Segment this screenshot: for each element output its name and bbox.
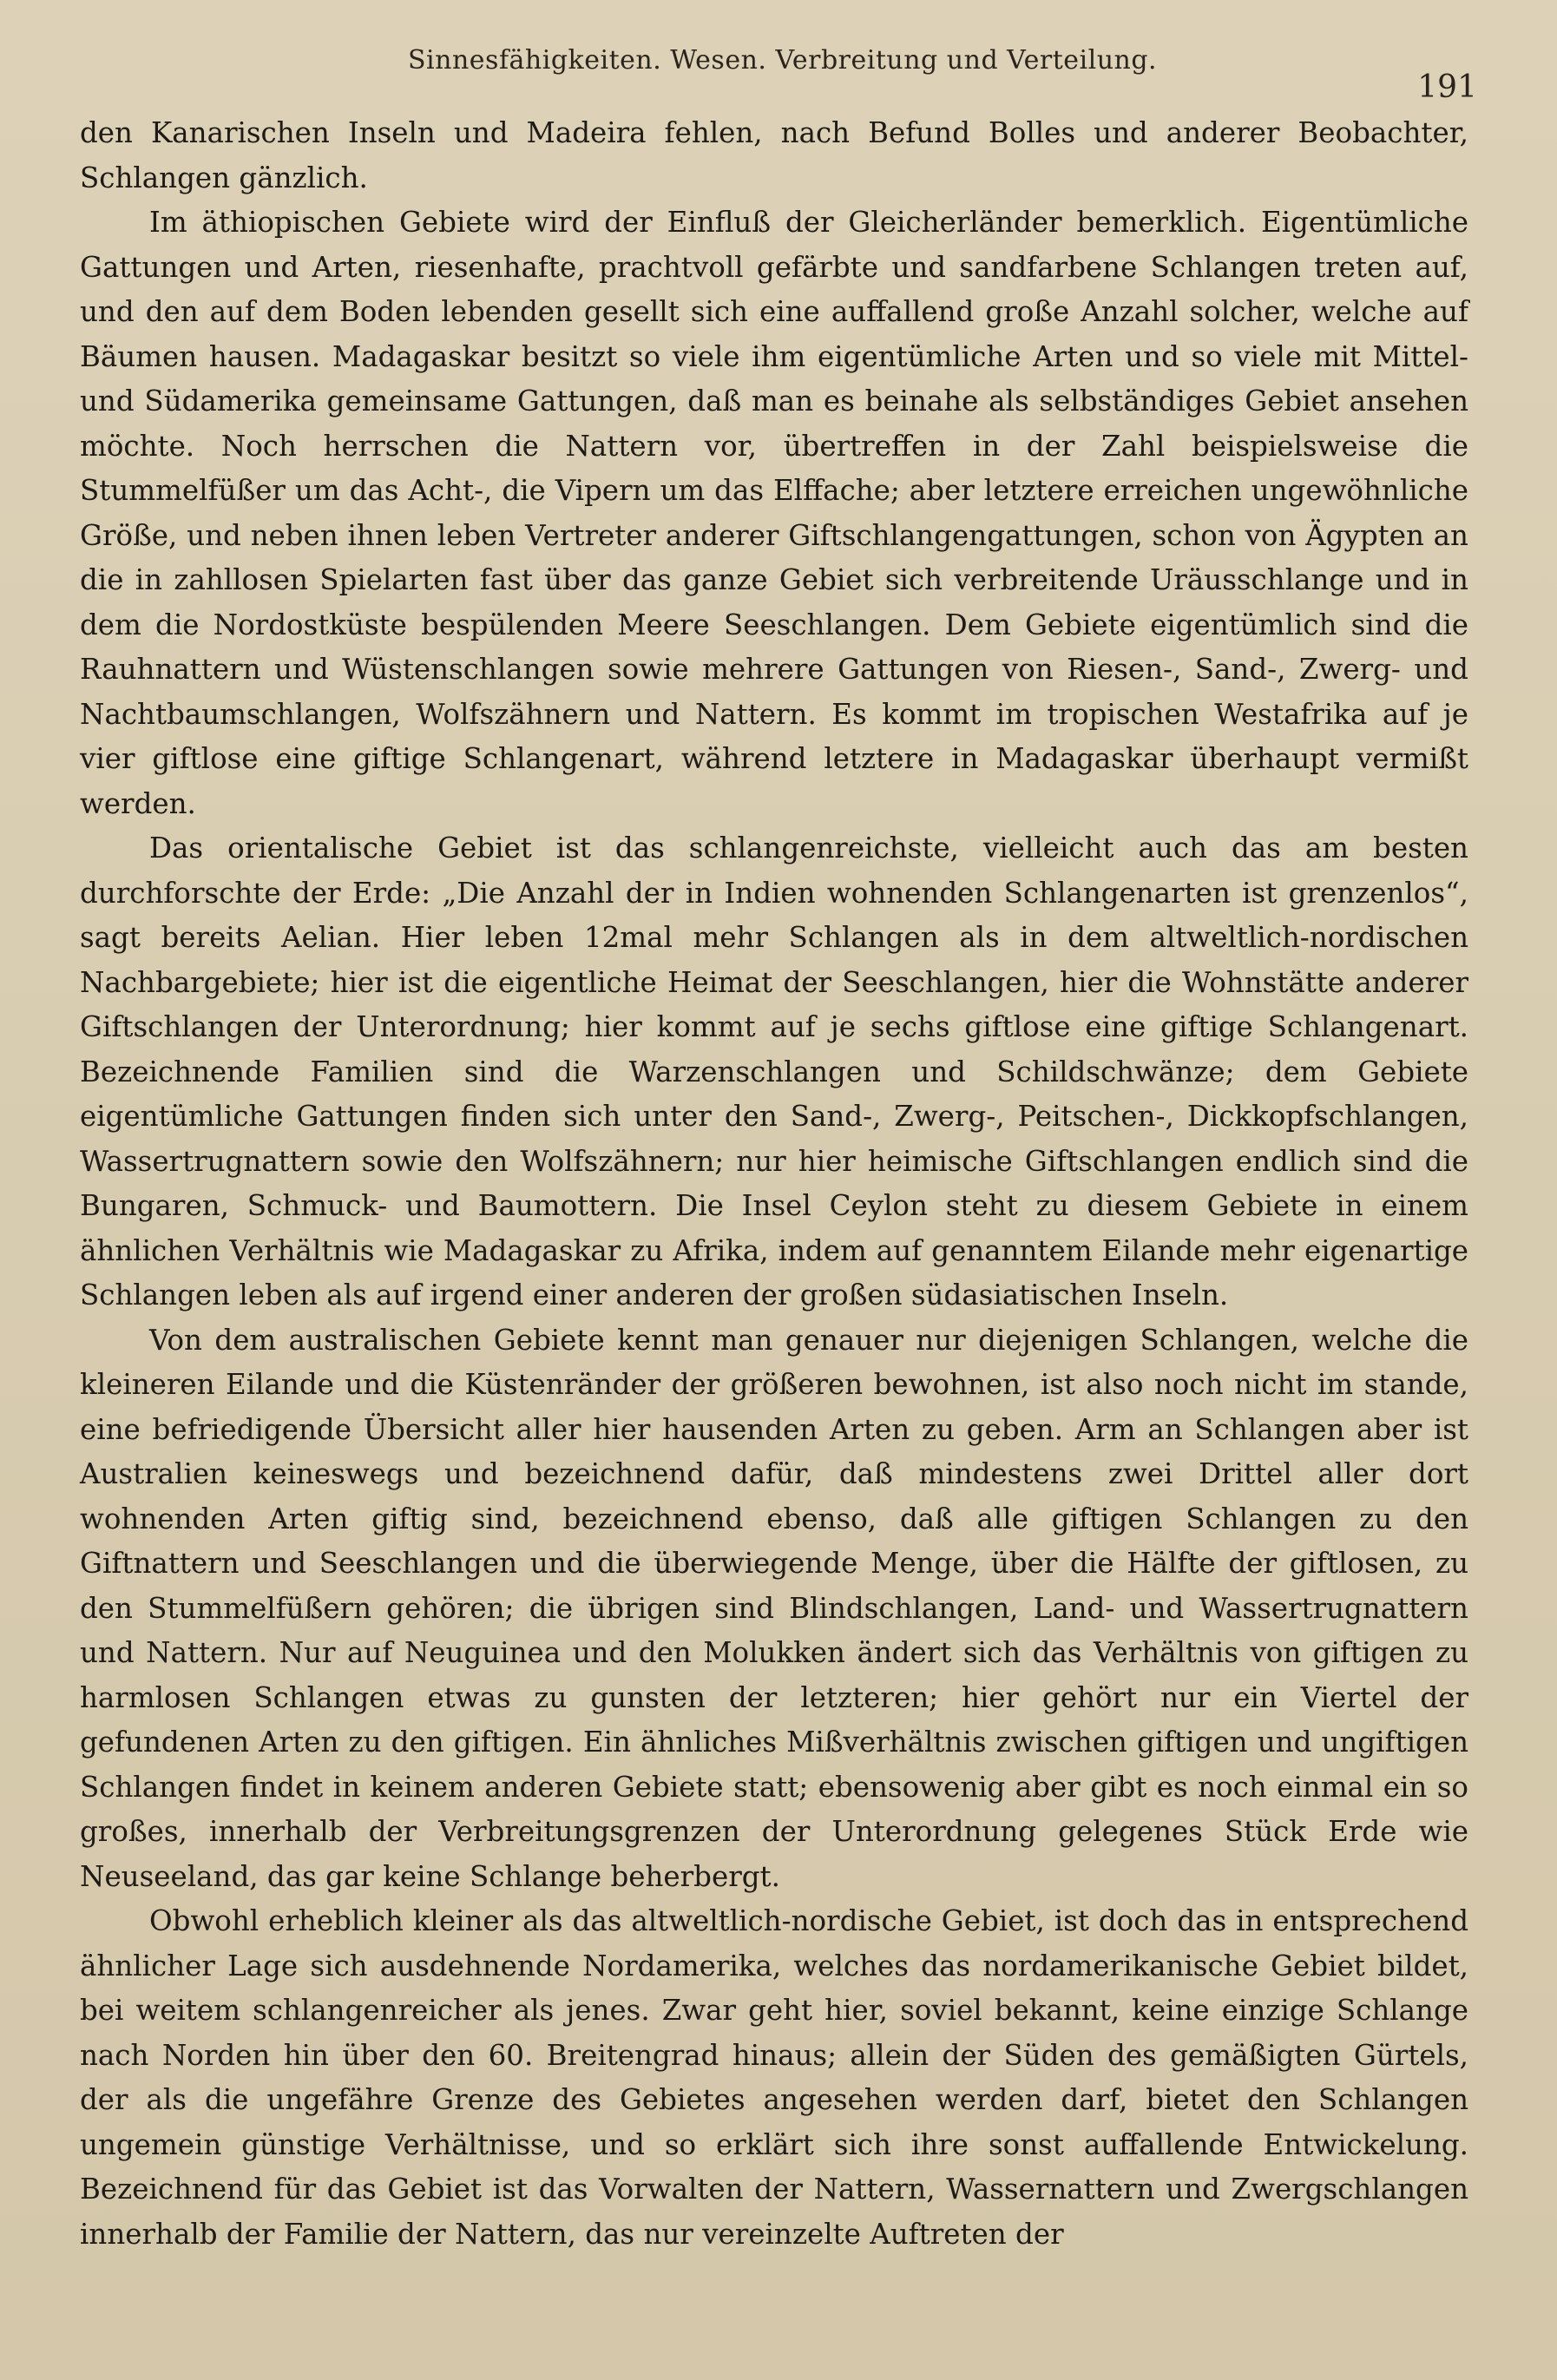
paragraph-ethiopian-region: Im äthiopischen Gebiete wird der Einfluß der Gleicherländer bemerklich. Eigentümliche Gattungen und Arten, riesenhafte, prachtvoll gefärbte und sandfarbene Schlangen treten auf, und den auf dem Boden lebenden gesellt sich eine auffallend große Anzahl solcher, welche auf Bäumen hausen. Madagaskar besitzt so viele ihm eigentümliche Arten und so viele mit Mittel- und Südamerika gemeinsame Gattungen, daß man es beinahe als selbständiges Gebiet ansehen möchte. Noch herrschen die Nattern vor, übertreffen in der Zahl beispielsweise die Stummelfüßer um das Acht-, die Vipern um das Elffache; aber letztere erreichen ungewöhnliche Größe, und neben ihnen leben Vertreter anderer Giftschlangengattungen, schon von Ägypten an die in zahllosen Spielarten fast über das ganze Gebiet sich verbreitende Uräusschlange und in dem die Nordostküste bespülenden Meere Seeschlangen. Dem Gebiete eigentümlich sind die Rauhnattern und Wüstenschlangen sowie mehrere Gattungen von Riesen-, Sand-, Zwerg- und Nachtbaumschlangen, Wolfszähnern und Nattern. Es kommt im tropischen Westafrika auf je vier giftlose eine giftige Schlangenart, während letztere in Madagaskar überhaupt vermißt werden.: [80, 206, 1468, 820]
body-text: [80, 111, 1468, 2257]
paragraph-continuation: den Kanarischen Inseln und Madeira fehlen, nach Befund Bolles und anderer Beobachter, Schlangen gänzlich.: [80, 116, 1468, 194]
running-head: Sinnesfähigkeiten. Wesen. Verbreitung und Verteilung.: [408, 45, 1158, 76]
page-number: 191: [1417, 69, 1477, 105]
paragraph-oriental-region: Das orientalische Gebiet ist das schlangenreichste, vielleicht auch das am besten durchforschte der Erde: „Die Anzahl der in Indien wohnenden Schlangenarten ist grenzenlos“, sagt bereits Aelian. Hier leben 12mal mehr Schlangen als in dem altweltlich-nordischen Nachbargebiete; hier ist die eigentliche Heimat der Seeschlangen, hier die Wohnstätte anderer Giftschlangen der Unterordnung; hier kommt auf je sechs giftlose eine giftige Schlangenart. Bezeichnende Familien sind die Warzenschlangen und Schildschwänze; dem Gebiete eigentümliche Gattungen finden sich unter den Sand-, Zwerg-, Peitschen-, Dickkopfschlangen, Wassertrugnattern sowie den Wolfszähnern; nur hier heimische Giftschlangen endlich sind die Bungaren, Schmuck- und Baumottern. Die Insel Ceylon steht zu diesem Gebiete in einem ähnlichen Verhältnis wie Madagaskar zu Afrika, indem auf genanntem Eilande mehr eigenartige Schlangen leben als auf irgend einer anderen der großen südasiatischen Inseln.: [80, 832, 1468, 1312]
paragraph-australian-region: Von dem australischen Gebiete kennt man genauer nur diejenigen Schlangen, welche die kleineren Eilande und die Küstenränder der größeren bewohnen, ist also noch nicht im stande, eine befriedigende Übersicht aller hier hausenden Arten zu geben. Arm an Schlangen aber ist Australien keineswegs und bezeichnend dafür, daß mindestens zwei Drittel aller dort wohnenden Arten giftig sind, bezeichnend ebenso, daß alle giftigen Schlangen zu den Giftnattern und Seeschlangen und die überwiegende Menge, über die Hälfte der giftlosen, zu den Stummelfüßern gehören; die übrigen sind Blindschlangen, Land- und Wassertrugnattern und Nattern. Nur auf Neuguinea und den Molukken ändert sich das Verhältnis von giftigen zu harmlosen Schlangen etwas zu gunsten der letzteren; hier gehört nur ein Viertel der gefundenen Arten zu den giftigen. Ein ähnliches Mißverhältnis zwischen giftigen und ungiftigen Schlangen findet in keinem anderen Gebiete statt; ebensowenig aber gibt es noch einmal ein so großes, innerhalb der Verbreitungsgrenzen der Unterordnung gelegenes Stück Erde wie Neuseeland, das gar keine Schlange beherbergt.: [80, 1323, 1468, 1893]
paragraph-north-american-region: Obwohl erheblich kleiner als das altweltlich-nordische Gebiet, ist doch das in entsprechend ähnlicher Lage sich ausdehnende Nordamerika, welches das nordamerikanische Gebiet bildet, bei weitem schlangenreicher als jenes. Zwar geht hier, soviel bekannt, keine einzige Schlange nach Norden hin über den 60. Breitengrad hinaus; allein der Süden des gemäßigten Gürtels, der als die ungefähre Grenze des Gebietes angesehen werden darf, bietet den Schlangen ungemein günstige Verhältnisse, und so erklärt sich ihre sonst auffallende Entwickelung. Bezeichnend für das Gebiet ist das Vorwalten der Nattern, Wassernattern und Zwergschlangen innerhalb der Familie der Nattern, das nur vereinzelte Auftreten der: [80, 1904, 1468, 2251]
